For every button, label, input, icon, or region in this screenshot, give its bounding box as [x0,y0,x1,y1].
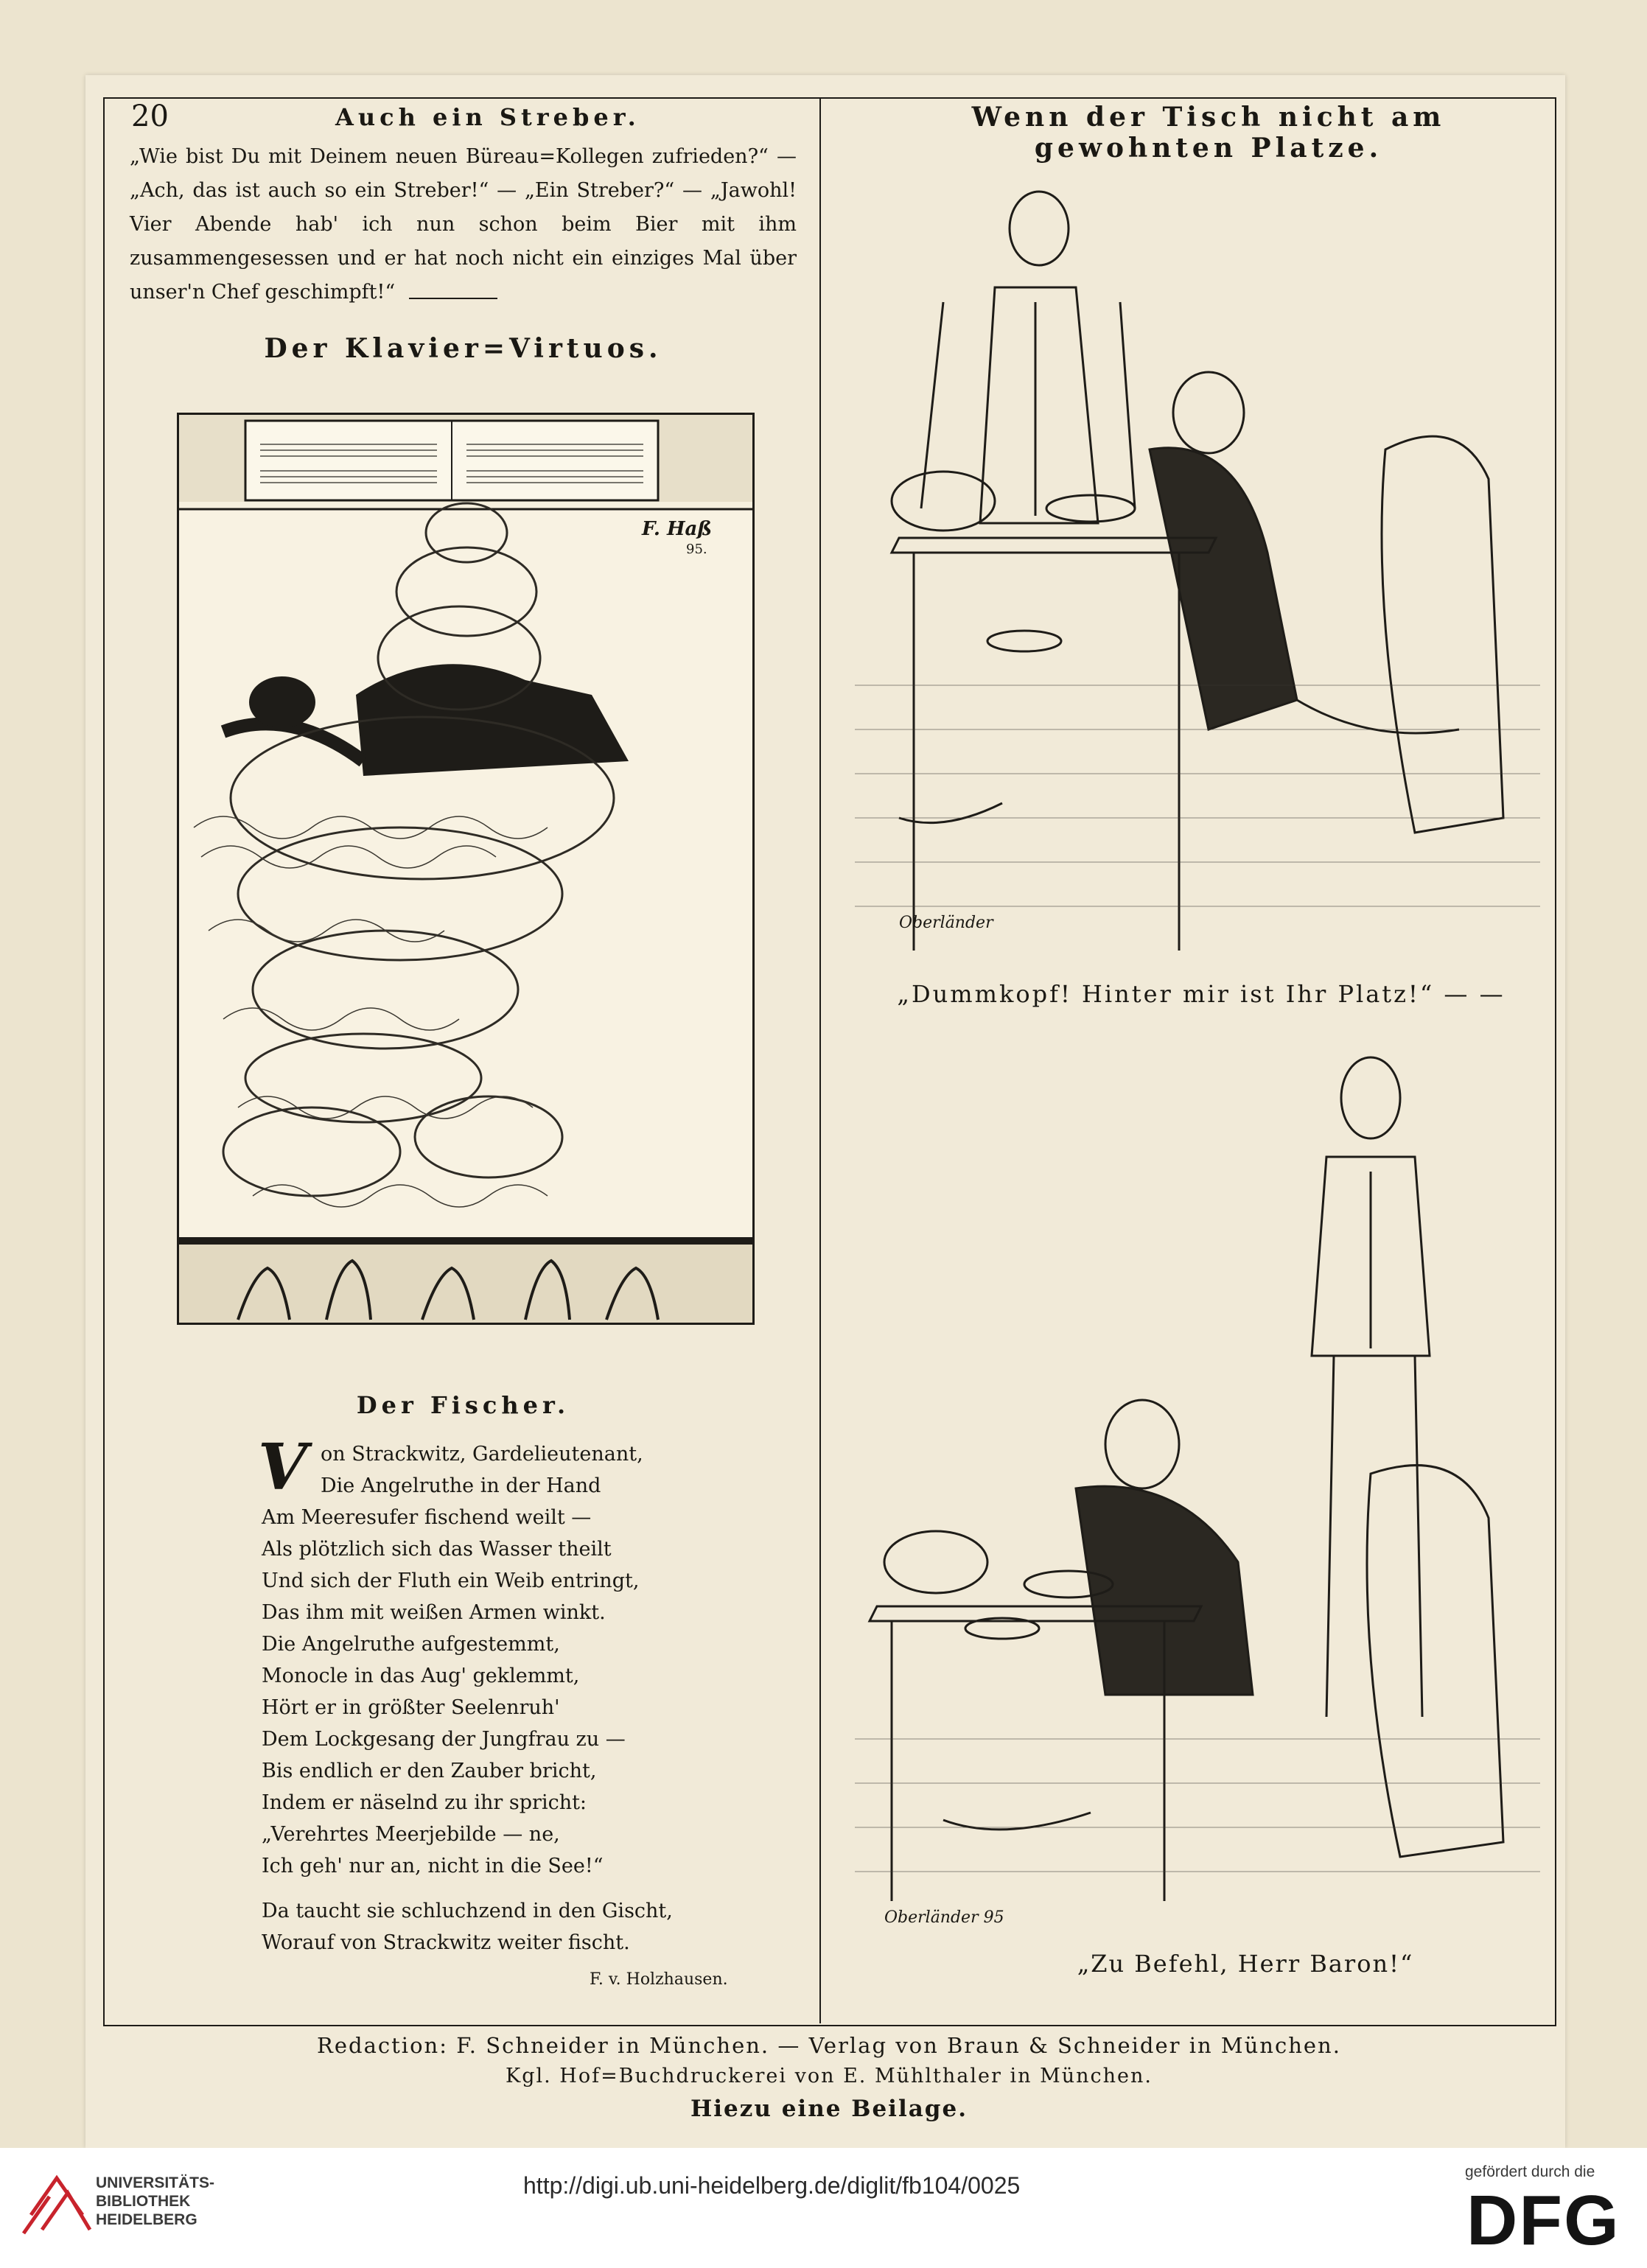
poem-closing-line: Da taucht sie schluchzend in den Gischt, [262,1900,673,1922]
streber-paragraph: „Wie bist Du mit Deinem neuen Büreau=Kollegen zufrieden?“ — „Ach, das ist auch so ein Streber!“ — „Ein Streber?“ — „Jawohl! Vier Abende hab' ich nun schon beim Bier mit ihm zusammengesessen und er hat noch nicht ein einziges Mal über unser'n Chef geschimpft!“ [130,145,797,304]
page-number: 20 [131,99,169,133]
cartoon-signature: Oberländer [899,914,993,932]
poem-line: Bis endlich er den Zauber bricht, [262,1760,597,1782]
library-name[interactable] [96,2174,214,2229]
illustration-title-klavier: Der Klavier=Virtuos. [264,333,662,364]
poem-line: Ich geh' nur an, nicht in die See!“ [262,1855,604,1877]
imprint-line-2: Kgl. Hof=Buchdruckerei von E. Mühlthaler in München. [506,2065,1153,2087]
article-heading-tisch: Wenn der Tisch nicht am gewohnten Platze. [971,102,1446,164]
illustration-year: 95. [686,542,707,557]
cartoon-top-drawing [855,169,1540,965]
cartoon-bottom [855,1032,1540,1938]
library-name-line: HEIDELBERG [96,2211,197,2228]
klavier-virtuos-illustration [177,413,755,1325]
poem-line: Die Angelruthe in der Hand [321,1474,601,1497]
poem-line: on Strackwitz, Gardelieutenant, [321,1443,643,1466]
cartoon-signature-year: 95 [983,1908,1004,1927]
caption-top: „Dummkopf! Hinter mir ist Ihr Platz!“ — — [897,980,1506,1008]
section-divider [409,298,497,299]
column-divider [819,97,821,2023]
poem-line: Und sich der Fluth ein Weib entringt, [262,1569,640,1592]
viewer-footer [0,2148,1647,2268]
poem-title-fischer: Der Fischer. [356,1391,570,1419]
poem-line: Hört er in größter Seelenruh' [262,1696,560,1719]
poem-closing-line: Worauf von Strackwitz weiter fischt. [262,1931,630,1954]
funding-note: gefördert durch die [1465,2163,1595,2180]
caption-bottom: „Zu Befehl, Herr Baron!“ [1077,1950,1414,1978]
poem-line: Als plötzlich sich das Wasser theilt [262,1538,612,1561]
poem-initial: V [258,1430,307,1505]
poem-line: Die Angelruthe aufgestemmt, [262,1633,560,1656]
dfg-logo[interactable]: DFG [1466,2181,1620,2260]
cartoon-signature-bottom [884,1908,1004,1927]
article-heading-streber: Auch ein Streber. [335,103,640,131]
poem-line: Indem er näselnd zu ihr spricht: [262,1791,587,1814]
imprint-line-1: Redaction: F. Schneider in München. — Verlag von Braun & Schneider in München. [317,2033,1341,2058]
library-name-line: UNIVERSITÄTS- [96,2174,215,2191]
cartoon-signature-name: Oberländer [884,1908,979,1927]
library-name-line: BIBLIOTHEK [96,2193,191,2210]
poem-body [262,1438,792,1959]
supplement-note: Hiezu eine Beilage. [690,2096,968,2122]
poem-line: Am Meeresufer fischend weilt — [262,1506,592,1529]
poem-author: F. v. Holzhausen. [590,1970,728,1989]
permalink-url[interactable]: http://digi.ub.uni-heidelberg.de/diglit/fb104/0025 [523,2172,1021,2199]
cartoon-bottom-drawing [855,1032,1540,1938]
klavier-drawing [179,415,752,1323]
poem-line: Das ihm mit weißen Armen winkt. [262,1601,606,1624]
poem-line: Monocle in das Aug' geklemmt, [262,1665,580,1687]
poem-line: Dem Lockgesang der Jungfrau zu — [262,1728,626,1751]
poem-line: „Verehrtes Meerjebilde — ne, [262,1823,560,1846]
illustration-signature: F. Haß [642,518,713,540]
cartoon-top [855,169,1540,965]
